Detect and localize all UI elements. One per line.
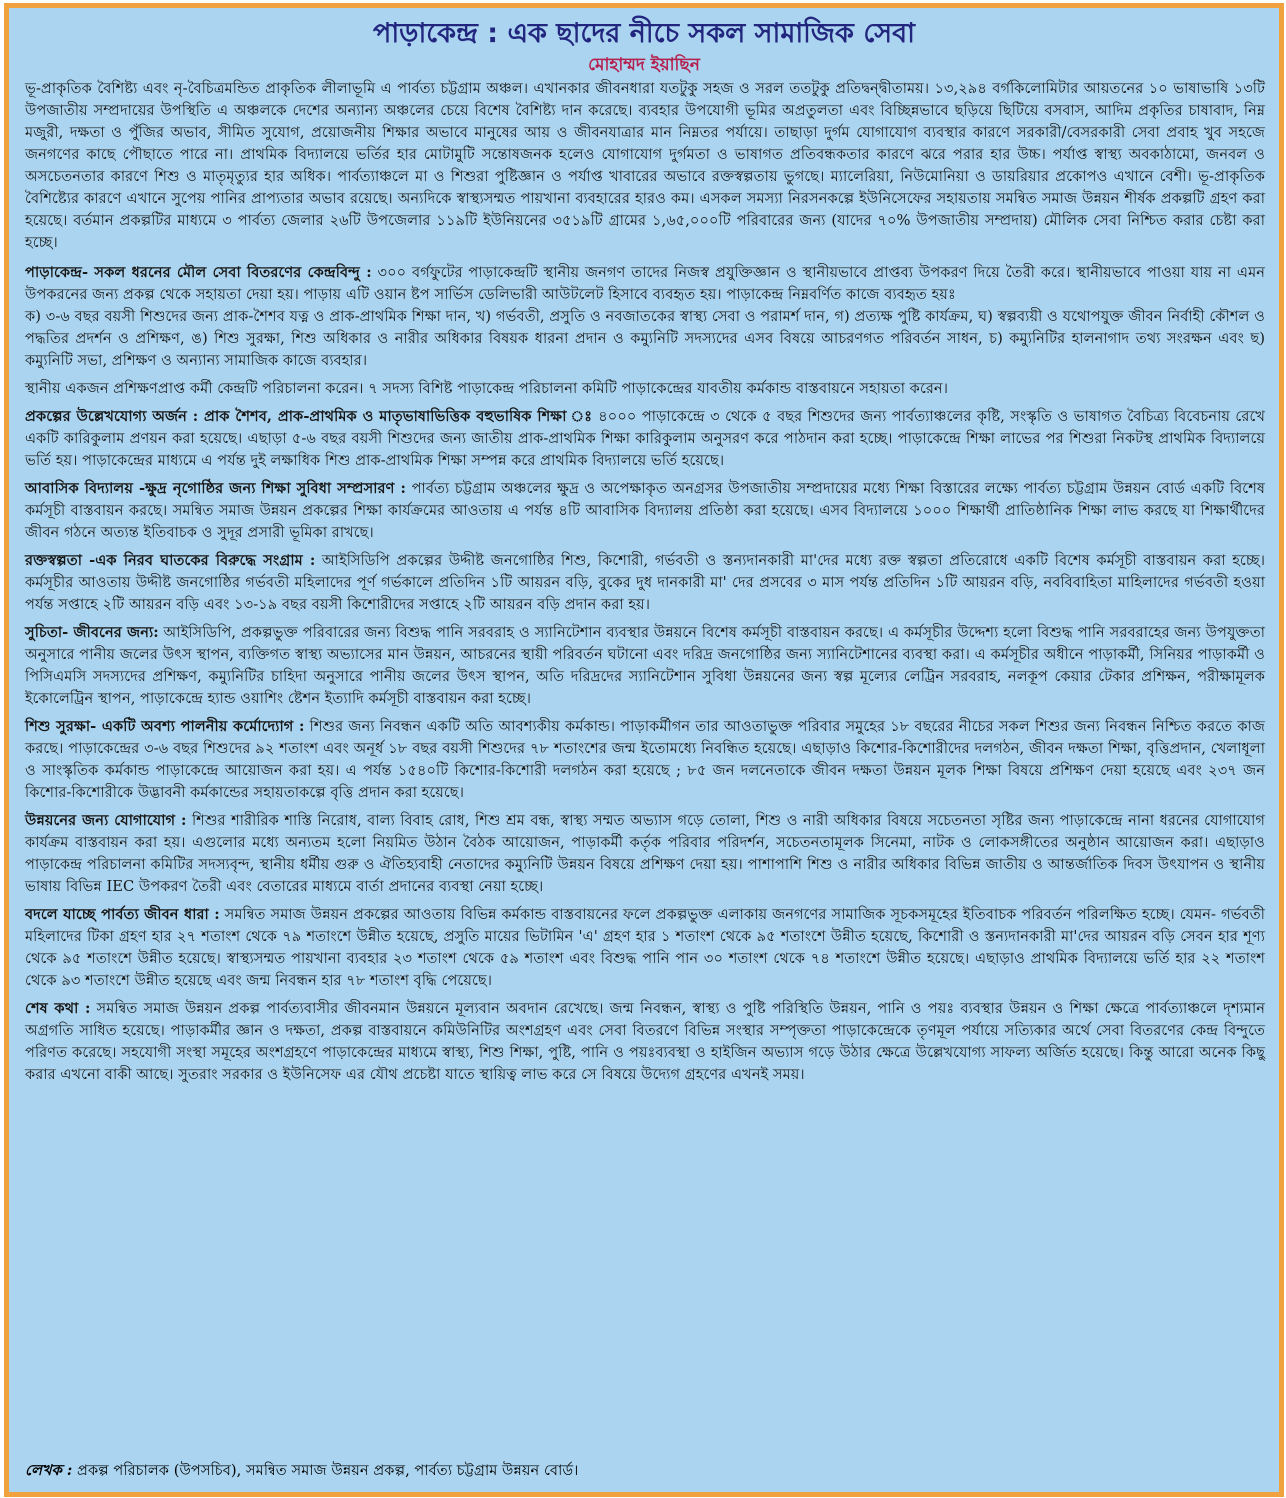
section-heading: শিশু সুরক্ষা- একটি অবশ্য পালনীয় কর্মোদ্যোগ : (25, 718, 305, 735)
section-anemia (25, 550, 1265, 616)
section-text: সমন্বিত সমাজ উন্নয়ন প্রকল্প পার্বত্যবাসীর জীবনমান উন্নয়নে মূল্যবান অবদান রেখেছে। জন্ম নিবন্ধন, স্বাস্থ্য ও পুষ্টি পরিস্থিতি উন্নয়ন, পানি ও পয়ঃ ব্যবস্থার উন্নয়ন ও শিক্ষা ক্ষেত্রে পার্বত্যাঞ্চলে দৃশ্যমান অগ্রগতি সাধিত হয়েছে। পাড়াকর্মীর জ্ঞান ও দক্ষতা, প্রকল্প বাস্তবায়নে কমিউনিটির অংশগ্রহণ এবং সেবা বিতরণে বিভিন্ন সংস্থার সম্পৃক্ততা পাড়াকেন্দ্রেকে তৃণমূল পর্যায়ে সত্যিকার অর্থে সেবা বিতরণের কেন্দ্র বিন্দুতে পরিণত করেছে। সহযোগী সংস্থা সমূহের অংশগ্রহণে পাড়াকেন্দ্রের মাধ্যমে স্বাস্থ্য, শিশু শিক্ষা, পুষ্টি, পানি ও পয়ঃব্যবস্থা ও হাইজিন অভ্যাস গড়ে উঠার ক্ষেত্রে উল্লেখযোগ্য সাফল্য অর্জিত হয়েছে। কিন্তু আরো অনেক কিছু করার এখনো বাকী আছে। সুতরাং সরকার ও ইউনিসেফ এর যৌথ প্রচেষ্টা যাতে স্থায়িত্ব লাভ করে সে বিষয়ে উদ্যেগ গ্রহণের এখনই সময়। (25, 1000, 1265, 1083)
section-parakendra (25, 262, 1265, 372)
section-wash (25, 622, 1265, 710)
author-credit-text: প্রকল্প পরিচালক (উপসচিব), সমন্বিত সমাজ উন্নয়ন প্রকল্প, পার্বত্য চট্টগ্রাম উন্নয়ন বোর্ড। (72, 1462, 579, 1479)
section-text: শিশুর জন্য নিবন্ধন একটি অতি আবশ্যকীয় কর্মকান্ড। পাড়াকর্মীগন তার আওতাভুক্ত পরিবার সমুহের ১৮ বছরের নীচের সকল শিশুর জন্য নিবন্ধন নিশ্চিত করতে কাজ করছে। পাড়াকেন্দ্রের ৩-৬ বছর শিশুদের ৯২ শতাংশ এবং অনূর্ধ ১৮ বছর বয়সী শিশুদের ৭৮ শতাংশের জন্ম ইতোমধ্যে নিবন্ধিত হয়েছে। এছাড়াও কিশোর-কিশোরীদের দলগঠন, জীবন দক্ষতা শিক্ষা, বৃত্তিপ্রদান, খেলাধূলা ও সাংস্কৃতিক কর্মকান্ড পাড়াকেন্দ্রে আয়োজন করা হয়। এ পর্যন্ত ১৫৪০টি কিশোর-কিশোরী দলগঠন করা হয়েছে ; ৮৫ জন দলনেতাকে জীবন দক্ষতা উন্নয়ন মূলক শিক্ষা বিষয়ে প্রশিক্ষণ দেয়া হয়েছে এবং ২৩৭ জন কিশোর-কিশোরীকে উদ্ভাবনী কর্মকান্ডের সহায়তাকল্পে বৃত্তি প্রদান করা হয়েছে। (25, 718, 1266, 801)
author-credit (25, 1460, 1265, 1482)
section-changing-life (25, 904, 1265, 992)
section-text: সমন্বিত সমাজ উন্নয়ন প্রকল্পের আওতায় বিভিন্ন কর্মকান্ড বাস্তবায়নের ফলে প্রকল্পভুক্ত এলাকায় জনগণের সামাজিক সূচকসমূহের ইতিবাচক পরিবর্তন পরিলক্ষিত হচ্ছে। যেমন- গর্ভবতী মহিলাদের টিকা গ্রহণ হার ২৭ শতাংশ থেকে ৭৯ শতাংশে উন্নীত হয়েছে, প্রসুতি মায়ের ভিটামিন 'এ' গ্রহণ হার ১ শতাংশ থেকে ৯৫ শতাংশে উন্নীত হয়েছে, কিশোরী ও স্তন্যদানকারী মা'দের আয়রন বড়ি সেবন হার শূণ্য থেকে ৯৫ শতাংশে উন্নীত হয়েছে। স্বাস্থ্যসম্মত পায়খানা ব্যবহার ২৩ শতাংশ থেকে ৫৯ শতাংশ এবং বিশুদ্ধ পানি পান ৩০ শতাংশ থেকে ৭৪ শতাংশে উন্নীত হয়েছে। এছাড়াও প্রাথমিক বিদ্যালয়ে ভর্তি হার ২২ শতাংশ থেকে ৯৩ শতাংশে উন্নীত হয়েছে এবং জন্ম নিবন্ধন হার ৭৮ শতাংশ বৃদ্ধি পেয়েছে। (25, 906, 1265, 989)
section-heading: উন্নয়নের জন্য যোগাযোগ : (25, 812, 187, 829)
author-credit-label: লেখক : (25, 1462, 73, 1479)
section-achievement (25, 406, 1265, 472)
section-communication (25, 810, 1265, 898)
section-heading: বদলে যাচ্ছে পার্বত্য জীবন ধারা : (25, 906, 220, 923)
section-text: পার্বত্য চট্টগ্রাম অঞ্চলের ক্ষুদ্র ও অপেক্ষাকৃত অনগ্রসর উপজাতীয় সম্প্রদায়ের মধ্যে শিক্ষা বিস্তারের লক্ষ্যে পার্বত্য চট্টগ্রাম উন্নয়ন বোর্ড একটি বিশেষ কর্মসূচী বাস্তবায়ন করছে। সমন্বিত সমাজ উন্নয়ন প্রকল্পের শিক্ষা কার্যক্রমের আওতায় এ পর্যন্ত ৪টি আবাসিক বিদ্যালয় প্রতিষ্ঠা করা হয়েছে। এসব বিদ্যালয়ে ১০০০ শিক্ষার্থী প্রাতিষ্ঠানিক শিক্ষা লাভ করছে যা শিক্ষার্থীদের জীবন গঠনে অত্যন্ত ইতিবাচক ও সুদূর প্রসারী ভূমিকা রাখছে। (25, 480, 1265, 541)
article-frame (4, 3, 1284, 1497)
section-child-protection (25, 716, 1265, 804)
section-text: আইসিডিপি, প্রকল্পভুক্ত পরিবারের জন্য বিশুদ্ধ পানি সরবরাহ ও স্যানিটেশান ব্যবস্থার উন্নয়নে বিশেষ কর্মসূচী বাস্তবায়ন করছে। এ কর্মসূচীর উদ্দেশ্য হলো বিশুদ্ধ পানি সরবরাহের জন্য উপযুক্ততা অনুসারে পানীয় জলের উৎস স্থাপন, ব্যক্তিগত স্বাস্থ্য অভ্যাসের মান উন্নয়ন, আচরনের স্থায়ী পরিবর্তন ঘটানো এবং দরিদ্র জনগোষ্ঠির জন্য স্যানিটেশানের ব্যবস্থা করা। এ কর্মসূচীর অধীনে পাড়াকর্মী, সিনিয়র পাড়াকর্মী ও পিসিএমসি সদস্যদের প্রশিক্ষণ, কম্যুনিটির চাহিদা অনুসারে পানীয় জলের উৎস স্থাপন, অতি দরিদ্রদের স্যানিটেশান সুবিধা উন্নয়নের জন্য স্বল্প মূল্যের লেট্রিন সরবরাহ, নলকূপ কেয়ার টেকার প্রশিক্ষন, পরীক্ষামূলক ইকোলেট্রিন স্থাপন, পাড়াকেন্দ্রে হ্যান্ড ওয়াশিং ষ্টেশন ইত্যাদি কর্মসূচী বাস্তবায়ন করা হচ্ছে। (25, 624, 1265, 707)
section-heading: প্রকল্পের উল্লেখযোগ্য অর্জন : প্রাক শৈশব, প্রাক-প্রাথমিক ও মাতৃভাষাভিত্তিক বহুভাষিক শিক্ষা ঃ (25, 408, 593, 425)
section-heading: শেষ কথা : (25, 1000, 91, 1017)
section-heading: পাড়াকেন্দ্র- সকল ধরনের মৌল সেবা বিতরণের কেন্দ্রবিন্দু : (25, 264, 372, 281)
section-management (25, 378, 1265, 400)
section-text: ৪০০০ পাড়াকেন্দ্রে ৩ থেকে ৫ বছর শিশুদের জন্য পার্বত্যাঞ্চলের কৃষ্টি, সংস্কৃতি ও ভাষাগত বৈচিত্র্য বিবেচনায় রেখে একটি কারিকুলাম প্রণয়ন করা হয়েছে। এছাড়া ৫-৬ বছর বয়সী শিশুদের জন্য জাতীয় প্রাক-প্রাথমিক শিক্ষা কারিকুলাম অনুসরণ করে পাঠদান করা হচ্ছে। পাড়াকেন্দ্রে শিক্ষা লাভের পর শিশুরা নিকটস্থ প্রাথমিক বিদ্যালয়ে ভর্তি হয়। পাড়াকেন্দ্রের মাধ্যমে এ পর্যন্ত দুই লক্ষাধিক শিশু প্রাক-প্রাথমিক শিক্ষা সম্পন্ন করে প্রাথমিক বিদ্যালয়ে ভর্তি হয়েছে। (25, 408, 1265, 469)
section-text: ৩০০ বর্গফুটের পাড়াকেন্দ্রটি স্থানীয় জনগণ তাদের নিজস্ব প্রযুক্তিজ্ঞান ও স্থানীয়ভাবে প্রাপ্তব্য উপকরণ দিয়ে তৈরী করে। স্থানীয়ভাবে পাওয়া যায় না এমন উপকরনের জন্য প্রকল্প থেকে সহায়তা দেয়া হয়। পাড়ায় এটি ওয়ান ষ্টপ সার্ভিস ডেলিভারী আউটলেট হিসাবে ব্যবহৃত হয়। পাড়াকেন্দ্র নিম্নবর্ণিত কাজে ব্যবহৃত হয়ঃ (25, 264, 1266, 303)
section-conclusion (25, 998, 1265, 1086)
article-body (9, 78, 1279, 1086)
section-text: শিশুর শারীরিক শাস্তি নিরোধ, বাল্য বিবাহ রোধ, শিশু শ্রম বন্ধ, স্বাস্থ্য সম্মত অভ্যাস গড়ে তোলা, শিশু ও নারী অধিকার বিষয়ে সচেতনতা সৃষ্টির জন্য পাড়াকেন্দ্রে নানা ধরনের যোগাযোগ কার্যক্রম বাস্তবায়ন করা হয়। এগুলোর মধ্যে অন্যতম হলো নিয়মিত উঠান বৈঠক আয়োজন, পাড়াকর্মী কর্তৃক পরিবার পরিদর্শন, সচেতনতামূলক সিনেমা, নাটক ও লোকসঙ্গীতের অনুষ্ঠান আয়োজন করা। এছাড়াও পাড়াকেন্দ্র পরিচালনা কমিটির সদস্যবৃন্দ, স্থানীয় ধর্মীয় গুরু ও ঐতিহ্যবাহী নেতাদের কম্যুনিটি উন্নয়ন বিষয়ে প্রশিক্ষণ দেয়া হয়। পাশাপাশি শিশু ও নারীর অধিকার বিভিন্ন জাতীয় ও আন্তর্জাতিক দিবস উৎযাপন ও স্থানীয় ভাষায় বিভিন্ন IEC উপকরণ তৈরী এবং বেতারের মাধ্যমে বার্তা প্রদানের ব্যবস্থা নেয়া হচ্ছে। (25, 812, 1265, 895)
section-text: স্থানীয় একজন প্রশিক্ষণপ্রাপ্ত কর্মী কেন্দ্রটি পরিচালনা করেন। ৭ সদস্য বিশিষ্ট পাড়াকেন্দ্র পরিচালনা কমিটি পাড়াকেন্দ্রের যাবতীয় কর্মকান্ড বাস্তবায়নে সহায়তা করেন। (25, 380, 948, 397)
section-heading: সুচিতা- জীবনের জন্য: (25, 624, 159, 641)
article-title: পাড়াকেন্দ্র : এক ছাদের নীচে সকল সামাজিক সেবা (373, 18, 915, 49)
section-residential-school (25, 478, 1265, 544)
section-list: ক) ৩-৬ বছর বয়সী শিশুদের জন্য প্রাক-শৈশব যত্ন ও প্রাক-প্রাথমিক শিক্ষা দান, খ) গর্ভবতী, প্রসুতি ও নবজাতকের স্বাস্থ্য সেবা ও পরামর্শ দান, গ) প্রত্যক্ষ পুষ্টি কার্যক্রম, ঘ) স্বল্পব্যয়ী ও যথোপযুক্ত জীবন নির্বাহী কৌশল ও পদ্ধতির প্রদর্শন ও প্রশিক্ষণ, ঙ) শিশু সুরক্ষা, শিশু অধিকার ও নারীর অধিকার বিষয়ক ধারনা প্রদান ও কম্যুনিটি সদস্যদের এসব বিষয়ে আচরণগত পরিবর্তন সাধন, চ) কম্যুনিটির হালনাগাদ তথ্য সংরক্ষন এবং ছ) কম্যুনিটি সভা, প্রশিক্ষণ ও অন্যান্য সামাজিক কাজে ব্যবহার। (25, 308, 1265, 369)
section-heading: রক্তস্বল্পতা -এক নিরব ঘাতকের বিরুদ্ধে সংগ্রাম : (25, 552, 316, 569)
section-text: আইসিডিপি প্রকল্পের উদ্দীষ্ট জনগোষ্ঠির শিশু, কিশোরী, গর্ভবতী ও স্তন্যদানকারী মা'দের মধ্যে রক্ত স্বল্পতা প্রতিরোধে একটি বিশেষ কর্মসূচী বাস্তবায়ন করা হচ্ছে। কর্মসূচীর আওতায় উদ্দীষ্ট জনগোষ্ঠির গর্ভবতী মহিলাদের পূর্ণ গর্ভকালে প্রতিদিন ১টি আয়রন বড়ি, বুকের দুধ দানকারী মা' দের প্রসবের ৩ মাস পর্যন্ত প্রতিদিন ১টি আয়রন বড়ি, নববিবাহিতা মাহিলাদের গর্ভবতী হওয়া পর্যন্ত সপ্তাহে ২টি আয়রন বড়ি এবং ১৩-১৯ বছর বয়সী কিশোরীদের সপ্তাহে ২টি আয়রন বড়ি প্রদান করা হয়। (25, 552, 1265, 613)
author-name: মোহাম্মদ ইয়াছিন (588, 55, 700, 75)
intro-paragraph: ভূ-প্রাকৃতিক বৈশিষ্ট্য এবং নৃ-বৈচিত্রমন্ডিত প্রাকৃতিক লীলাভূমি এ পার্বত্য চট্টগ্রাম অঞ্চল। এখানকার জীবনধারা যতটুকু সহজ ও সরল ততটুকু প্রতিদ্বন্দ্বীতাময়। ১৩,২৯৪ বর্গকিলোমিটার আয়তনের ১০ ভাষাভাষি ১৩টি উপজাতীয় সম্প্রদায়ের উপস্থিতি এ অঞ্চলকে দেশের অন্যান্য অঞ্চলের চেয়ে বিশেষ বৈশিষ্ট্য দান করেছে। ব্যবহার উপযোগী ভূমির অপ্রতুলতা এবং বিচ্ছিন্নভাবে ছড়িয়ে ছিটিয়ে বসবাস, আদিম প্রকৃতির চাষাবাদ, নিম্ন মজুরী, দক্ষতা ও পুঁজির অভাব, সীমিত সুযোগ, প্রয়োজনীয় শিক্ষার অভাবে মানুষের আয় ও জীবনযাত্রার মান নিম্নতর পর্যায়ে। তাছাড়া দুর্গম যোগাযোগ ব্যবস্থার কারণে সরকারী/বেসরকারী সেবা প্রবাহ খুব সহজে জনগণের কাছে পৌছাতে পারে না। প্রাথমিক বিদ্যালয়ে ভর্তির হার মোটামুটি সন্তোষজনক হলেও যোগাযোগ দুর্গমতা ও ভাষাগত প্রতিবন্ধকতার কারণে ঝরে পরার হার উচ্চ। পর্যাপ্ত স্বাস্থ্য অবকাঠামো, জনবল ও অসচেতনতার কারণে শিশু ও মাতৃমৃত্যুর হার অধিক। পার্বত্যাঞ্চলে মা ও শিশুরা পুষ্টিজ্ঞান ও পর্যাপ্ত খাবারের অভাবে রক্তস্বল্পতায় ভুগছে। ম্যালেরিয়া, নিউমোনিয়া ও ডায়রিয়ার প্রকোপও এখানে বেশী। ভূ-প্রাকৃতিক বৈশিষ্ট্যের কারণে এখানে সুপেয় পানির প্রাপ্যতার অভাব রয়েছে। অন্যদিকে স্বাস্থ্যসম্মত পায়খানা ব্যবহারের হারও কম। এসকল সমস্যা নিরসনকল্পে ইউনিসেফের সহায়তায় সমন্বিত সমাজ উন্নয়ন শীর্ষক প্রকল্পটি গ্রহণ করা হয়েছে। বর্তমান প্রকল্পটির মাধ্যমে ৩ পার্বত্য জেলার ২৬টি উপজেলার ১১৯টি ইউনিয়নের ৩৫১৯টি গ্রামের ১,৬৫,০০০টি পরিবারের জন্য (যাদের ৭০% উপজাতীয় সম্প্রদায়) মৌলিক সেবা নিশ্চিত করার চেষ্টা করা হচ্ছে। (25, 80, 1265, 251)
section-heading: আবাসিক বিদ্যালয় -ক্ষুদ্র নৃগোষ্ঠির জন্য শিক্ষা সুবিধা সম্প্রসারণ : (25, 480, 406, 497)
